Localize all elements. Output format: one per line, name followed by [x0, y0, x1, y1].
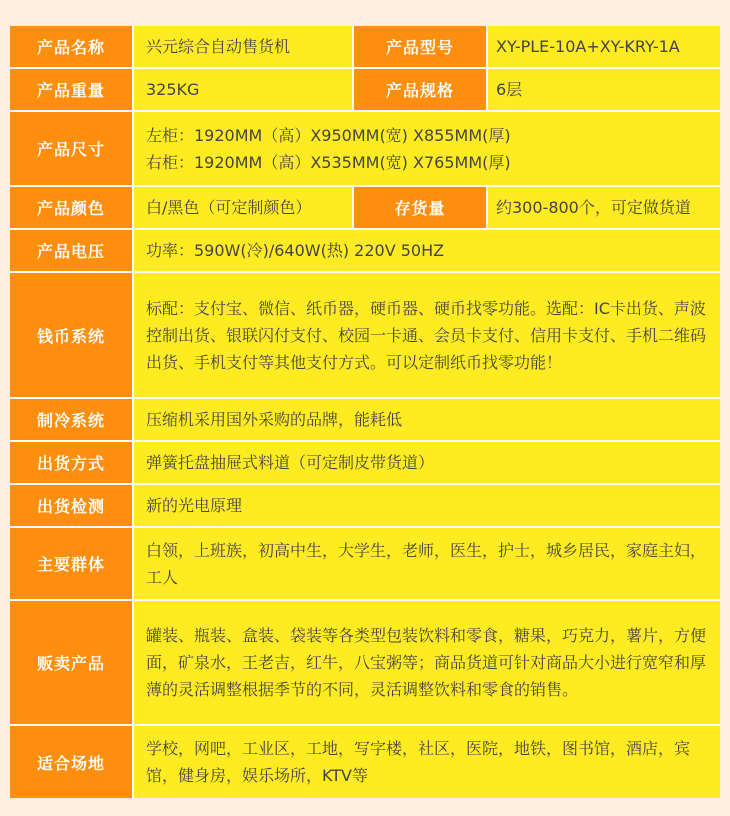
label-cooling-system: 制冷系统	[10, 399, 132, 440]
label-voltage: 产品电压	[10, 230, 132, 271]
value-product-color: 白/黑色（可定制颜色）	[134, 187, 352, 228]
label-target-groups: 主要群体	[10, 528, 132, 599]
row-cooling-system	[10, 399, 720, 440]
row-product-color	[10, 187, 720, 228]
value-target-groups: 白领，上班族，初高中生，大学生，老师，医生，护士，城乡居民，家庭主妇，工人	[134, 528, 720, 599]
value-product-spec: 6层	[488, 69, 720, 110]
label-dispense-detection: 出货检测	[10, 485, 132, 526]
row-product-size	[10, 112, 720, 185]
value-stock-capacity: 约300-800个，可定做货道	[488, 187, 720, 228]
value-product-model: XY-PLE-10A+XY-KRY-1A	[488, 26, 720, 67]
label-stock-capacity: 存货量	[354, 187, 486, 228]
label-product-color: 产品颜色	[10, 187, 132, 228]
label-product-model: 产品型号	[354, 26, 486, 67]
value-payment-system: 标配：支付宝、微信、纸币器，硬币器、硬币找零功能。选配：IC卡出货、声波控制出货、银联闪付支付、校园一卡通、会员卡支付、信用卡支付、手机二维码出货、手机支付等其他支付方式。可以定制纸币找零功能！	[134, 273, 720, 397]
value-product-weight: 325KG	[134, 69, 352, 110]
row-dispense-method	[10, 442, 720, 483]
spec-table	[10, 26, 720, 798]
label-products-sold: 贩卖产品	[10, 601, 132, 724]
row-product-weight	[10, 69, 720, 110]
row-payment-system	[10, 273, 720, 397]
row-voltage	[10, 230, 720, 271]
value-suitable-venues: 学校，网吧，工业区，工地，写字楼，社区，医院，地铁，图书馆，酒店，宾馆，健身房，娱乐场所，KTV等	[134, 726, 720, 798]
row-suitable-venues	[10, 726, 720, 798]
value-product-size: 左柜：1920MM（高）X950MM(宽) X855MM(厚) 右柜：1920MM（高）X535MM(宽) X765MM(厚)	[134, 112, 720, 185]
label-suitable-venues: 适合场地	[10, 726, 132, 798]
label-product-weight: 产品重量	[10, 69, 132, 110]
value-product-name: 兴元综合自动售货机	[134, 26, 352, 67]
label-product-name: 产品名称	[10, 26, 132, 67]
value-dispense-detection: 新的光电原理	[134, 485, 720, 526]
label-payment-system: 钱币系统	[10, 273, 132, 397]
label-product-size: 产品尺寸	[10, 112, 132, 185]
row-dispense-detection	[10, 485, 720, 526]
value-dispense-method: 弹簧托盘抽屉式料道（可定制皮带货道）	[134, 442, 720, 483]
row-target-groups	[10, 528, 720, 599]
label-product-spec: 产品规格	[354, 69, 486, 110]
label-dispense-method: 出货方式	[10, 442, 132, 483]
value-cooling-system: 压缩机采用国外采购的品牌，能耗低	[134, 399, 720, 440]
row-product-name	[10, 26, 720, 67]
value-voltage: 功率：590W(冷)/640W(热) 220V 50HZ	[134, 230, 720, 271]
value-products-sold: 罐装、瓶装、盒装、袋装等各类型包装饮料和零食，糖果，巧克力，薯片，方便面，矿泉水，王老吉，红牛，八宝粥等；商品货道可针对商品大小进行宽窄和厚薄的灵活调整根据季节的不同，灵活调整饮料和零食的销售。	[134, 601, 720, 724]
row-products-sold	[10, 601, 720, 724]
